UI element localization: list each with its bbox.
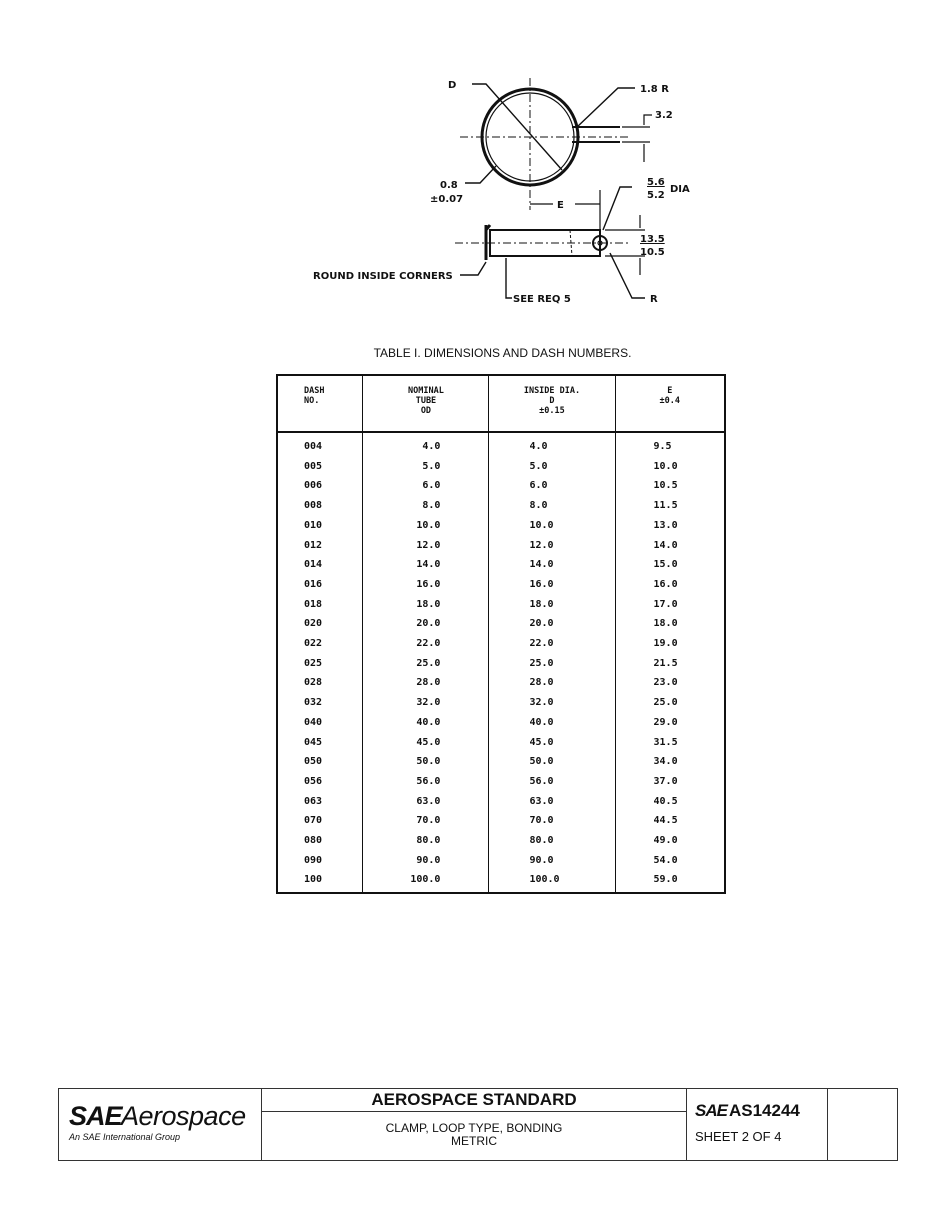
- table-header-row: [277, 375, 725, 432]
- e-cell: 40.5: [615, 792, 725, 812]
- dash-no-cell: 006: [277, 476, 363, 496]
- inside-dia-cell: 16.0: [489, 575, 615, 595]
- label-r: R: [650, 294, 658, 305]
- logo-sae-mark: SAE: [69, 1101, 122, 1131]
- title-block-middle: [262, 1089, 687, 1160]
- e-cell: 10.0: [615, 457, 725, 477]
- width-dim: [605, 215, 645, 275]
- title-block: [58, 1088, 898, 1161]
- e-cell: 54.0: [615, 851, 725, 871]
- nominal-od-cell: 28.0: [363, 673, 489, 693]
- dash-no-cell: 028: [277, 673, 363, 693]
- inside-dia-cell: 8.0: [489, 496, 615, 516]
- nominal-od-cell: 4.0: [363, 432, 489, 457]
- inside-dia-cell: 4.0: [489, 432, 615, 457]
- e-dim: [530, 190, 600, 230]
- nominal-od-cell: 14.0: [363, 555, 489, 575]
- dash-no-cell: 063: [277, 792, 363, 812]
- table-row: [277, 752, 725, 772]
- e-cell: 17.0: [615, 595, 725, 615]
- inside-dia-cell: 10.0: [489, 516, 615, 536]
- header-e: E ±0.4: [615, 375, 725, 432]
- inside-dia-cell: 90.0: [489, 851, 615, 871]
- dash-no-cell: 018: [277, 595, 363, 615]
- header-dash-no: DASH NO.: [277, 375, 363, 432]
- e-cell: 23.0: [615, 673, 725, 693]
- e-cell: 15.0: [615, 555, 725, 575]
- e-cell: 25.0: [615, 693, 725, 713]
- nominal-od-cell: 10.0: [363, 516, 489, 536]
- logo-tagline: An SAE International Group: [69, 1132, 181, 1142]
- table-row: [277, 733, 725, 753]
- e-cell: 16.0: [615, 575, 725, 595]
- label-bend-radius: 1.8 R: [640, 84, 669, 95]
- nominal-od-cell: 16.0: [363, 575, 489, 595]
- document-title-line2: METRIC: [451, 1134, 497, 1148]
- dash-no-cell: 080: [277, 831, 363, 851]
- corners-leader: [460, 262, 486, 275]
- dash-no-cell: 010: [277, 516, 363, 536]
- inside-dia-cell: 70.0: [489, 811, 615, 831]
- dash-no-cell: 100: [277, 870, 363, 893]
- dash-no-cell: 022: [277, 634, 363, 654]
- inside-dia-cell: 14.0: [489, 555, 615, 575]
- document-title-line1: CLAMP, LOOP TYPE, BONDING: [385, 1121, 563, 1135]
- nominal-od-cell: 50.0: [363, 752, 489, 772]
- table-row: [277, 713, 725, 733]
- nominal-od-cell: 80.0: [363, 831, 489, 851]
- dash-no-cell: 004: [277, 432, 363, 457]
- dash-no-cell: 090: [277, 851, 363, 871]
- revision-cell: [828, 1089, 897, 1160]
- dash-no-cell: 005: [277, 457, 363, 477]
- gap-dim: [622, 115, 652, 162]
- e-cell: 49.0: [615, 831, 725, 851]
- inside-dia-cell: 18.0: [489, 595, 615, 615]
- table-row: [277, 575, 725, 595]
- table-row: [277, 476, 725, 496]
- label-thickness-tol: ±0.07: [430, 194, 464, 205]
- thickness-leader: [465, 166, 496, 183]
- nominal-od-cell: 20.0: [363, 614, 489, 634]
- e-cell: 13.0: [615, 516, 725, 536]
- table-row: [277, 851, 725, 871]
- table-row: [277, 432, 725, 457]
- sheet-number: SHEET 2 OF 4: [695, 1129, 782, 1144]
- dash-no-cell: 050: [277, 752, 363, 772]
- label-thickness: 0.8: [440, 180, 458, 191]
- table-row: [277, 457, 725, 477]
- table-row: [277, 516, 725, 536]
- standard-number-cell: [687, 1089, 828, 1160]
- inside-dia-cell: 32.0: [489, 693, 615, 713]
- label-hole-top: 5.6: [647, 177, 665, 188]
- inside-dia-cell: 63.0: [489, 792, 615, 812]
- inside-dia-cell: 28.0: [489, 673, 615, 693]
- dash-no-cell: 025: [277, 654, 363, 674]
- dash-no-cell: 040: [277, 713, 363, 733]
- inside-dia-cell: 22.0: [489, 634, 615, 654]
- e-cell: 10.5: [615, 476, 725, 496]
- label-hole-bottom: 5.2: [647, 190, 665, 201]
- e-cell: 34.0: [615, 752, 725, 772]
- header-inside-dia: INSIDE DIA. D ±0.15: [489, 375, 615, 432]
- nominal-od-cell: 45.0: [363, 733, 489, 753]
- table-row: [277, 634, 725, 654]
- nominal-od-cell: 5.0: [363, 457, 489, 477]
- table-row: [277, 654, 725, 674]
- document-title: [262, 1112, 686, 1148]
- inside-dia-cell: 5.0: [489, 457, 615, 477]
- nominal-od-cell: 18.0: [363, 595, 489, 615]
- nominal-od-cell: 8.0: [363, 496, 489, 516]
- table-row: [277, 555, 725, 575]
- table-row: [277, 693, 725, 713]
- header-nominal-tube-od: NOMINAL TUBE OD: [363, 375, 489, 432]
- label-see-req: SEE REQ 5: [513, 294, 571, 305]
- table-row: [277, 496, 725, 516]
- nominal-od-cell: 70.0: [363, 811, 489, 831]
- nominal-od-cell: 25.0: [363, 654, 489, 674]
- inside-dia-cell: 100.0: [489, 870, 615, 893]
- table-row: [277, 831, 725, 851]
- e-cell: 21.5: [615, 654, 725, 674]
- label-round-corners: ROUND INSIDE CORNERS: [313, 271, 453, 282]
- table-row: [277, 673, 725, 693]
- dash-no-cell: 012: [277, 536, 363, 556]
- e-cell: 19.0: [615, 634, 725, 654]
- nominal-od-cell: 63.0: [363, 792, 489, 812]
- inside-dia-cell: 40.0: [489, 713, 615, 733]
- see-req-leader: [506, 258, 512, 298]
- table-caption: TABLE I. DIMENSIONS AND DASH NUMBERS.: [373, 346, 632, 360]
- nominal-od-cell: 32.0: [363, 693, 489, 713]
- radius-leader: [576, 88, 635, 128]
- inside-dia-cell: 20.0: [489, 614, 615, 634]
- nominal-od-cell: 40.0: [363, 713, 489, 733]
- inside-dia-cell: 45.0: [489, 733, 615, 753]
- standard-heading: AEROSPACE STANDARD: [262, 1089, 686, 1112]
- e-cell: 14.0: [615, 536, 725, 556]
- e-cell: 18.0: [615, 614, 725, 634]
- nominal-od-cell: 22.0: [363, 634, 489, 654]
- dash-no-cell: 020: [277, 614, 363, 634]
- label-width-bottom: 10.5: [640, 247, 665, 258]
- inside-dia-cell: 50.0: [489, 752, 615, 772]
- hole-leader: [603, 187, 632, 230]
- e-cell: 44.5: [615, 811, 725, 831]
- e-cell: 37.0: [615, 772, 725, 792]
- logo-aerospace-text: Aerospace: [121, 1101, 246, 1131]
- table-row: [277, 595, 725, 615]
- label-width-top: 13.5: [640, 234, 665, 245]
- dash-no-cell: 056: [277, 772, 363, 792]
- inside-dia-cell: 80.0: [489, 831, 615, 851]
- inside-dia-cell: 56.0: [489, 772, 615, 792]
- std-sae-mark: SAE: [695, 1101, 727, 1120]
- table-row: [277, 536, 725, 556]
- table-row: [277, 614, 725, 634]
- dash-no-cell: 070: [277, 811, 363, 831]
- table-row: [277, 870, 725, 893]
- dash-no-cell: 008: [277, 496, 363, 516]
- nominal-od-cell: 100.0: [363, 870, 489, 893]
- clamp-drawing: [300, 70, 700, 310]
- nominal-od-cell: 90.0: [363, 851, 489, 871]
- e-cell: 31.5: [615, 733, 725, 753]
- sae-aerospace-logo: [59, 1089, 262, 1160]
- nominal-od-cell: 56.0: [363, 772, 489, 792]
- table-row: [277, 792, 725, 812]
- label-hole-dia: DIA: [670, 184, 690, 195]
- label-d: D: [448, 80, 457, 91]
- inside-dia-cell: 12.0: [489, 536, 615, 556]
- dash-no-cell: 032: [277, 693, 363, 713]
- inside-dia-cell: 6.0: [489, 476, 615, 496]
- nominal-od-cell: 6.0: [363, 476, 489, 496]
- table-row: [277, 811, 725, 831]
- e-cell: 59.0: [615, 870, 725, 893]
- dimensions-table: [276, 374, 726, 894]
- e-cell: 29.0: [615, 713, 725, 733]
- e-cell: 11.5: [615, 496, 725, 516]
- nominal-od-cell: 12.0: [363, 536, 489, 556]
- label-e: E: [557, 200, 564, 211]
- e-cell: 9.5: [615, 432, 725, 457]
- dash-no-cell: 014: [277, 555, 363, 575]
- dash-no-cell: 016: [277, 575, 363, 595]
- table-row: [277, 772, 725, 792]
- inside-dia-cell: 25.0: [489, 654, 615, 674]
- dash-no-cell: 045: [277, 733, 363, 753]
- label-gap: 3.2: [655, 110, 673, 121]
- standard-number: SAE AS14244: [695, 1101, 800, 1120]
